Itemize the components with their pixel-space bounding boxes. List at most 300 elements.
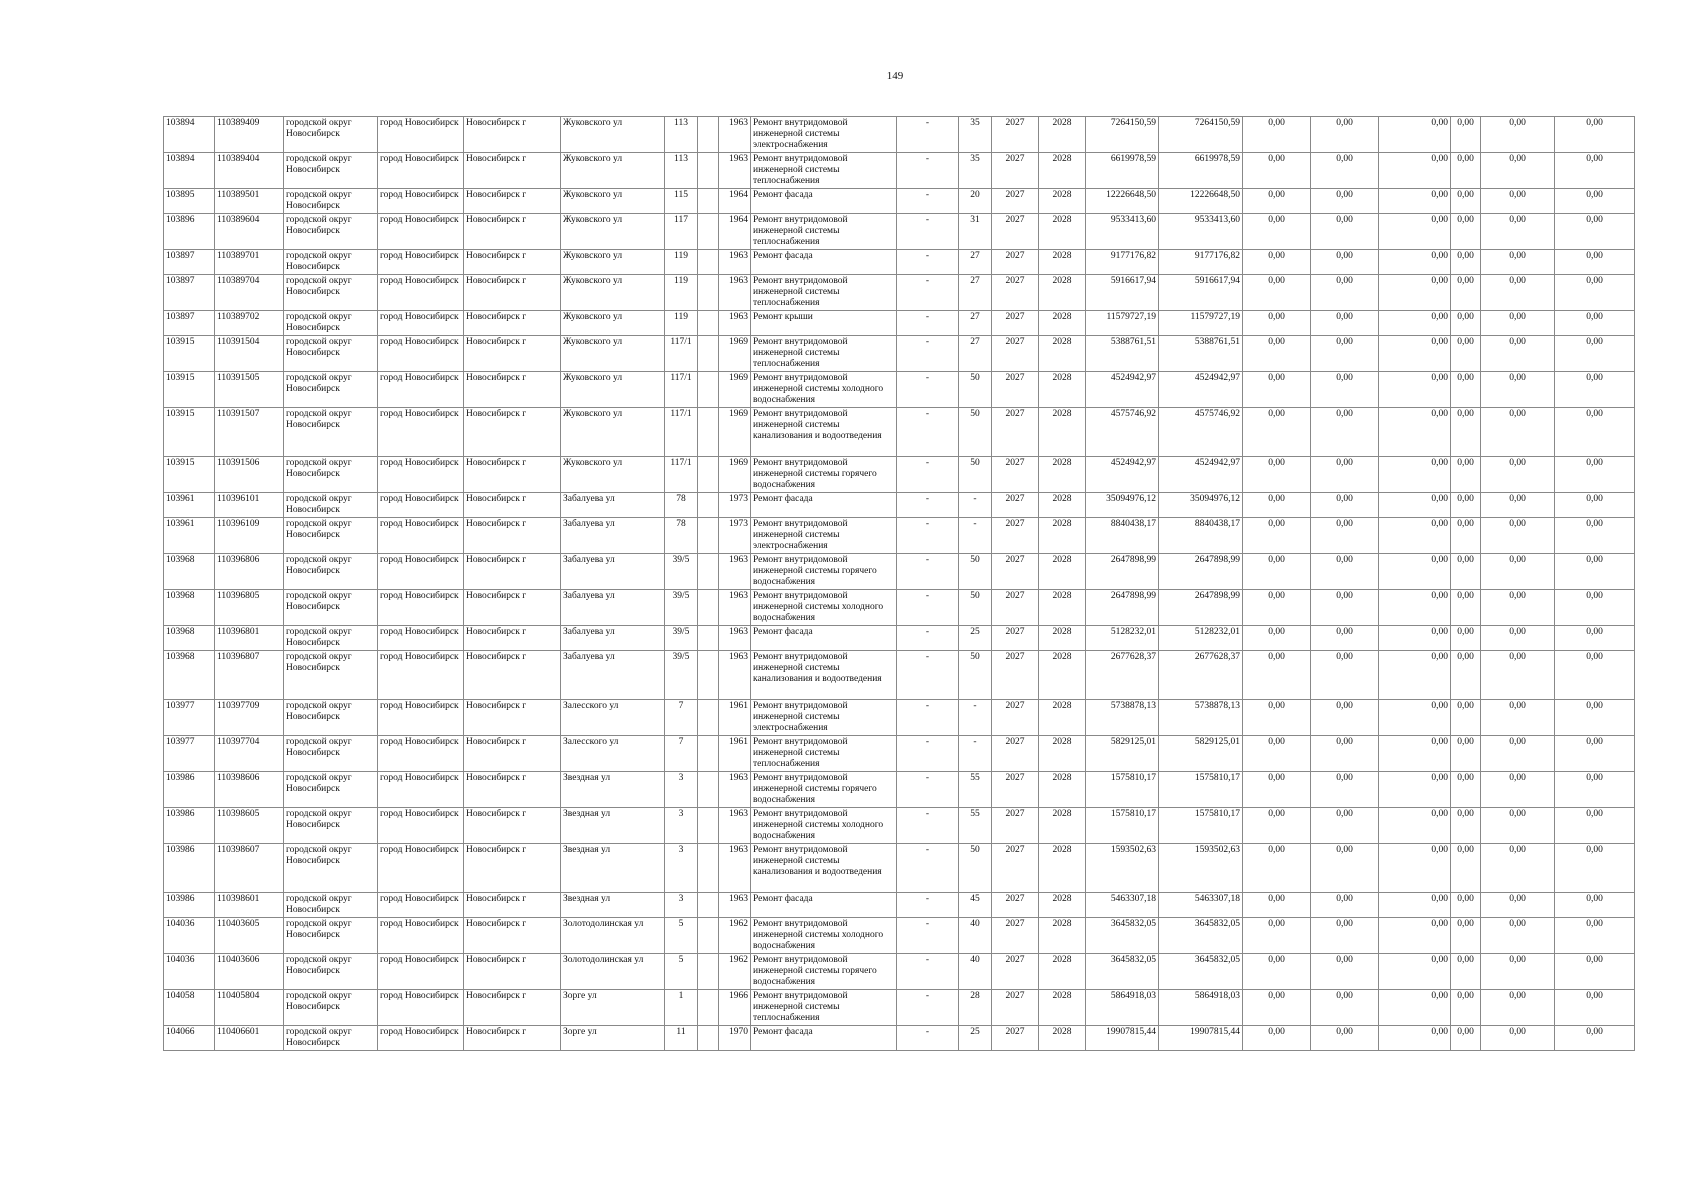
- table-row: [164, 772, 1635, 808]
- table-cell: 5388761,51: [1086, 336, 1159, 372]
- table-cell: 103897: [164, 250, 215, 275]
- table-cell: 0,00: [1555, 990, 1635, 1026]
- table-cell: Новосибирск г: [464, 736, 561, 772]
- table-cell: Новосибирск г: [464, 626, 561, 651]
- table-cell: [698, 772, 719, 808]
- table-body: [164, 117, 1635, 1051]
- table-cell: 11579727,19: [1086, 311, 1159, 336]
- table-cell: 0,00: [1243, 457, 1311, 493]
- table-cell: городской округ Новосибирск: [284, 954, 378, 990]
- table-cell: 0,00: [1451, 808, 1481, 844]
- table-cell: [698, 808, 719, 844]
- table-cell: 0,00: [1311, 590, 1379, 626]
- table-cell: 35094976,12: [1086, 493, 1159, 518]
- table-cell: 1970: [719, 1026, 751, 1051]
- table-cell: город Новосибирск: [378, 336, 464, 372]
- table-cell: 50: [959, 372, 992, 408]
- table-cell: 5864918,03: [1159, 990, 1243, 1026]
- table-row: [164, 250, 1635, 275]
- table-cell: -: [897, 311, 959, 336]
- table-cell: 103894: [164, 153, 215, 189]
- table-cell: 0,00: [1555, 736, 1635, 772]
- table-cell: 0,00: [1243, 275, 1311, 311]
- table-cell: город Новосибирск: [378, 153, 464, 189]
- table-cell: 2028: [1039, 1026, 1086, 1051]
- table-cell: 119: [665, 311, 698, 336]
- table-cell: 0,00: [1555, 700, 1635, 736]
- table-cell: 0,00: [1481, 189, 1555, 214]
- table-cell: 2028: [1039, 918, 1086, 954]
- table-cell: Новосибирск г: [464, 372, 561, 408]
- table-cell: 103894: [164, 117, 215, 153]
- table-cell: 0,00: [1481, 893, 1555, 918]
- table-cell: Забалуева ул: [561, 590, 665, 626]
- table-cell: 110396807: [215, 651, 284, 700]
- table-cell: Ремонт внутридомовой инженерной системы холодного водоснабжения: [751, 808, 897, 844]
- table-cell: город Новосибирск: [378, 844, 464, 893]
- table-cell: 104036: [164, 954, 215, 990]
- table-cell: [698, 117, 719, 153]
- table-cell: -: [897, 214, 959, 250]
- table-cell: 0,00: [1379, 250, 1451, 275]
- table-cell: [698, 651, 719, 700]
- table-cell: 0,00: [1311, 844, 1379, 893]
- table-cell: 2028: [1039, 153, 1086, 189]
- table-cell: город Новосибирск: [378, 311, 464, 336]
- table-cell: 0,00: [1451, 372, 1481, 408]
- table-cell: 0,00: [1451, 844, 1481, 893]
- table-cell: 0,00: [1311, 954, 1379, 990]
- table-cell: город Новосибирск: [378, 457, 464, 493]
- table-cell: 0,00: [1379, 736, 1451, 772]
- table-cell: 4575746,92: [1159, 408, 1243, 457]
- table-cell: 103968: [164, 651, 215, 700]
- table-cell: -: [897, 275, 959, 311]
- table-cell: 2028: [1039, 736, 1086, 772]
- table-cell: Звездная ул: [561, 808, 665, 844]
- table-cell: 119: [665, 275, 698, 311]
- table-cell: 0,00: [1243, 250, 1311, 275]
- table-cell: 1: [665, 990, 698, 1026]
- table-cell: 2028: [1039, 457, 1086, 493]
- table-cell: 115: [665, 189, 698, 214]
- table-cell: город Новосибирск: [378, 954, 464, 990]
- table-cell: 110389409: [215, 117, 284, 153]
- table-cell: 50: [959, 651, 992, 700]
- table-cell: 20: [959, 189, 992, 214]
- table-cell: 0,00: [1555, 493, 1635, 518]
- table-cell: 2028: [1039, 954, 1086, 990]
- table-cell: 0,00: [1555, 275, 1635, 311]
- table-cell: 1963: [719, 893, 751, 918]
- table-cell: городской округ Новосибирск: [284, 117, 378, 153]
- table-cell: 2028: [1039, 808, 1086, 844]
- table-cell: город Новосибирск: [378, 554, 464, 590]
- table-cell: 103986: [164, 844, 215, 893]
- table-cell: 5128232,01: [1086, 626, 1159, 651]
- table-cell: 103915: [164, 372, 215, 408]
- table-cell: 0,00: [1451, 1026, 1481, 1051]
- table-cell: 110405804: [215, 990, 284, 1026]
- table-cell: 0,00: [1379, 590, 1451, 626]
- table-cell: 4524942,97: [1159, 372, 1243, 408]
- table-cell: 55: [959, 772, 992, 808]
- table-cell: Жуковского ул: [561, 189, 665, 214]
- table-cell: Ремонт крыши: [751, 311, 897, 336]
- table-cell: -: [897, 457, 959, 493]
- table-cell: 0,00: [1379, 214, 1451, 250]
- table-cell: 19907815,44: [1159, 1026, 1243, 1051]
- table-cell: 0,00: [1555, 772, 1635, 808]
- table-cell: 0,00: [1555, 918, 1635, 954]
- table-cell: 5: [665, 954, 698, 990]
- table-cell: 0,00: [1311, 700, 1379, 736]
- table-cell: 104066: [164, 1026, 215, 1051]
- table-cell: 27: [959, 250, 992, 275]
- table-cell: город Новосибирск: [378, 518, 464, 554]
- table-cell: 0,00: [1311, 1026, 1379, 1051]
- table-cell: 0,00: [1243, 736, 1311, 772]
- table-cell: 2028: [1039, 336, 1086, 372]
- table-cell: 0,00: [1451, 590, 1481, 626]
- table-cell: [698, 990, 719, 1026]
- table-cell: 0,00: [1451, 651, 1481, 700]
- table-cell: Звездная ул: [561, 893, 665, 918]
- table-cell: 0,00: [1311, 372, 1379, 408]
- table-cell: город Новосибирск: [378, 275, 464, 311]
- table-cell: 6619978,59: [1086, 153, 1159, 189]
- table-cell: 78: [665, 518, 698, 554]
- table-cell: городской округ Новосибирск: [284, 808, 378, 844]
- table-cell: 0,00: [1451, 189, 1481, 214]
- table-cell: 2027: [992, 250, 1039, 275]
- page-number: 149: [886, 70, 904, 82]
- table-cell: -: [897, 700, 959, 736]
- table-cell: 2647898,99: [1086, 590, 1159, 626]
- table-cell: 117/1: [665, 336, 698, 372]
- table-cell: 0,00: [1451, 214, 1481, 250]
- table-cell: 0,00: [1451, 275, 1481, 311]
- table-cell: 5916617,94: [1159, 275, 1243, 311]
- table-cell: 1969: [719, 372, 751, 408]
- table-cell: город Новосибирск: [378, 808, 464, 844]
- table-cell: 0,00: [1379, 554, 1451, 590]
- table-cell: 0,00: [1379, 954, 1451, 990]
- table-cell: 2027: [992, 893, 1039, 918]
- table-cell: 0,00: [1311, 918, 1379, 954]
- table-cell: 0,00: [1311, 275, 1379, 311]
- table-cell: 0,00: [1311, 117, 1379, 153]
- table-cell: Новосибирск г: [464, 844, 561, 893]
- table-cell: 0,00: [1311, 626, 1379, 651]
- table-cell: город Новосибирск: [378, 893, 464, 918]
- table-cell: Новосибирск г: [464, 493, 561, 518]
- table-cell: 0,00: [1451, 736, 1481, 772]
- table-cell: 0,00: [1451, 918, 1481, 954]
- table-cell: 0,00: [1555, 626, 1635, 651]
- table-cell: -: [959, 518, 992, 554]
- table-cell: 7264150,59: [1086, 117, 1159, 153]
- table-cell: городской округ Новосибирск: [284, 250, 378, 275]
- table-cell: Новосибирск г: [464, 590, 561, 626]
- table-cell: Залесского ул: [561, 736, 665, 772]
- table-cell: [698, 554, 719, 590]
- table-cell: 0,00: [1243, 1026, 1311, 1051]
- table-cell: 1575810,17: [1159, 808, 1243, 844]
- table-cell: 0,00: [1481, 408, 1555, 457]
- table-cell: городской округ Новосибирск: [284, 736, 378, 772]
- table-cell: 2028: [1039, 990, 1086, 1026]
- table-cell: 1963: [719, 626, 751, 651]
- table-row: [164, 893, 1635, 918]
- table-cell: 2027: [992, 954, 1039, 990]
- table-row: [164, 990, 1635, 1026]
- table-cell: [698, 275, 719, 311]
- table-cell: 0,00: [1451, 117, 1481, 153]
- table-cell: 3: [665, 893, 698, 918]
- table-cell: город Новосибирск: [378, 626, 464, 651]
- table-cell: 0,00: [1243, 117, 1311, 153]
- table-cell: 0,00: [1555, 408, 1635, 457]
- table-cell: 2027: [992, 700, 1039, 736]
- table-cell: 11579727,19: [1159, 311, 1243, 336]
- table-cell: 2027: [992, 117, 1039, 153]
- table-cell: 1575810,17: [1086, 808, 1159, 844]
- table-cell: 0,00: [1379, 189, 1451, 214]
- table-cell: 0,00: [1451, 990, 1481, 1026]
- table-cell: 0,00: [1243, 554, 1311, 590]
- table-cell: 0,00: [1379, 518, 1451, 554]
- table-cell: Ремонт внутридомовой инженерной системы теплоснабжения: [751, 153, 897, 189]
- table-cell: 1963: [719, 772, 751, 808]
- table-cell: -: [897, 990, 959, 1026]
- table-cell: 3645832,05: [1159, 918, 1243, 954]
- table-cell: 0,00: [1379, 493, 1451, 518]
- table-cell: 0,00: [1311, 493, 1379, 518]
- table-cell: -: [897, 772, 959, 808]
- table-cell: городской округ Новосибирск: [284, 772, 378, 808]
- table-cell: 110389702: [215, 311, 284, 336]
- table-cell: 0,00: [1243, 954, 1311, 990]
- table-cell: 0,00: [1481, 117, 1555, 153]
- table-cell: 0,00: [1379, 918, 1451, 954]
- table-cell: город Новосибирск: [378, 590, 464, 626]
- table-cell: -: [897, 844, 959, 893]
- table-cell: 0,00: [1481, 153, 1555, 189]
- table-cell: 27: [959, 275, 992, 311]
- table-cell: Новосибирск г: [464, 772, 561, 808]
- table-cell: 4524942,97: [1159, 457, 1243, 493]
- table-cell: 1962: [719, 954, 751, 990]
- table-cell: 0,00: [1555, 554, 1635, 590]
- table-cell: 110396101: [215, 493, 284, 518]
- table-cell: 31: [959, 214, 992, 250]
- table-cell: 0,00: [1243, 918, 1311, 954]
- table-cell: Ремонт фасада: [751, 189, 897, 214]
- table-cell: город Новосибирск: [378, 117, 464, 153]
- table-cell: 110403605: [215, 918, 284, 954]
- table-cell: 2027: [992, 772, 1039, 808]
- table-cell: Ремонт внутридомовой инженерной системы теплоснабжения: [751, 214, 897, 250]
- table-cell: 0,00: [1451, 336, 1481, 372]
- table-cell: 1964: [719, 214, 751, 250]
- table-cell: 2028: [1039, 554, 1086, 590]
- table-cell: 110398607: [215, 844, 284, 893]
- table-cell: 110391506: [215, 457, 284, 493]
- table-cell: 1961: [719, 700, 751, 736]
- table-cell: [698, 372, 719, 408]
- table-cell: городской округ Новосибирск: [284, 153, 378, 189]
- table-cell: 2028: [1039, 311, 1086, 336]
- table-cell: 0,00: [1311, 893, 1379, 918]
- table-cell: -: [897, 736, 959, 772]
- table-cell: 0,00: [1243, 651, 1311, 700]
- table-cell: 1963: [719, 808, 751, 844]
- table-cell: -: [897, 893, 959, 918]
- table-cell: 113: [665, 117, 698, 153]
- table-cell: 103977: [164, 700, 215, 736]
- table-cell: Ремонт внутридомовой инженерной системы электроснабжения: [751, 117, 897, 153]
- table-cell: 55: [959, 808, 992, 844]
- table-cell: 103915: [164, 408, 215, 457]
- table-cell: Золотодолинская ул: [561, 954, 665, 990]
- table-cell: Забалуева ул: [561, 626, 665, 651]
- table-cell: 110389704: [215, 275, 284, 311]
- table-cell: [698, 1026, 719, 1051]
- table-cell: город Новосибирск: [378, 736, 464, 772]
- table-cell: 2028: [1039, 493, 1086, 518]
- table-cell: 0,00: [1555, 372, 1635, 408]
- table-cell: городской округ Новосибирск: [284, 918, 378, 954]
- table-cell: 2027: [992, 153, 1039, 189]
- table-cell: 0,00: [1379, 626, 1451, 651]
- table-cell: 12226648,50: [1086, 189, 1159, 214]
- table-cell: 103897: [164, 311, 215, 336]
- table-cell: 0,00: [1481, 954, 1555, 990]
- table-cell: 5738878,13: [1159, 700, 1243, 736]
- table-cell: -: [897, 189, 959, 214]
- table-cell: 3: [665, 808, 698, 844]
- table-cell: -: [897, 954, 959, 990]
- table-cell: 1963: [719, 651, 751, 700]
- table-cell: 1973: [719, 493, 751, 518]
- table-cell: 1966: [719, 990, 751, 1026]
- table-cell: 25: [959, 626, 992, 651]
- table-cell: 8840438,17: [1159, 518, 1243, 554]
- table-cell: 0,00: [1555, 808, 1635, 844]
- table-cell: 0,00: [1311, 990, 1379, 1026]
- table-row: [164, 275, 1635, 311]
- table-cell: 0,00: [1481, 772, 1555, 808]
- table-cell: Новосибирск г: [464, 457, 561, 493]
- table-cell: 110389501: [215, 189, 284, 214]
- table-cell: Жуковского ул: [561, 153, 665, 189]
- table-cell: 8840438,17: [1086, 518, 1159, 554]
- table-cell: 0,00: [1243, 153, 1311, 189]
- table-cell: Забалуева ул: [561, 651, 665, 700]
- table-cell: Новосибирск г: [464, 554, 561, 590]
- table-cell: 110398605: [215, 808, 284, 844]
- table-cell: 2028: [1039, 275, 1086, 311]
- table-cell: 103986: [164, 893, 215, 918]
- table-cell: городской округ Новосибирск: [284, 590, 378, 626]
- table-cell: Звездная ул: [561, 772, 665, 808]
- table-cell: городской округ Новосибирск: [284, 844, 378, 893]
- table-cell: 2647898,99: [1159, 590, 1243, 626]
- table-row: [164, 311, 1635, 336]
- table-cell: 110389604: [215, 214, 284, 250]
- table-cell: 103961: [164, 493, 215, 518]
- table-cell: -: [897, 918, 959, 954]
- table-cell: 0,00: [1481, 275, 1555, 311]
- table-cell: 0,00: [1311, 408, 1379, 457]
- table-row: [164, 918, 1635, 954]
- table-cell: городской округ Новосибирск: [284, 554, 378, 590]
- table-cell: [698, 457, 719, 493]
- table-cell: 27: [959, 311, 992, 336]
- table-cell: 2028: [1039, 408, 1086, 457]
- table-cell: 0,00: [1481, 990, 1555, 1026]
- table-cell: 7: [665, 736, 698, 772]
- table-row: [164, 117, 1635, 153]
- table-row: [164, 808, 1635, 844]
- table-cell: 50: [959, 590, 992, 626]
- table-cell: Ремонт внутридомовой инженерной системы теплоснабжения: [751, 336, 897, 372]
- table-cell: городской округ Новосибирск: [284, 214, 378, 250]
- table-cell: -: [897, 808, 959, 844]
- table-cell: город Новосибирск: [378, 772, 464, 808]
- table-cell: Ремонт фасада: [751, 1026, 897, 1051]
- table-cell: Ремонт внутридомовой инженерной системы холодного водоснабжения: [751, 590, 897, 626]
- table-cell: 0,00: [1481, 518, 1555, 554]
- table-cell: 50: [959, 408, 992, 457]
- table-cell: 2028: [1039, 893, 1086, 918]
- table-cell: 0,00: [1481, 590, 1555, 626]
- table-cell: 0,00: [1481, 700, 1555, 736]
- table-cell: 0,00: [1555, 844, 1635, 893]
- table-cell: Новосибирск г: [464, 250, 561, 275]
- table-cell: 0,00: [1243, 893, 1311, 918]
- table-cell: 50: [959, 554, 992, 590]
- table-cell: городской округ Новосибирск: [284, 372, 378, 408]
- table-cell: [698, 493, 719, 518]
- table-cell: 5: [665, 918, 698, 954]
- table-cell: город Новосибирск: [378, 990, 464, 1026]
- table-cell: город Новосибирск: [378, 189, 464, 214]
- table-cell: 0,00: [1311, 153, 1379, 189]
- table-cell: 1575810,17: [1159, 772, 1243, 808]
- table-cell: 0,00: [1243, 214, 1311, 250]
- table-cell: 0,00: [1379, 372, 1451, 408]
- table-cell: 5829125,01: [1159, 736, 1243, 772]
- table-cell: 0,00: [1311, 214, 1379, 250]
- table-cell: Залесского ул: [561, 700, 665, 736]
- table-cell: [698, 336, 719, 372]
- table-cell: Ремонт фасада: [751, 626, 897, 651]
- table-cell: 0,00: [1481, 736, 1555, 772]
- table-cell: городской округ Новосибирск: [284, 189, 378, 214]
- table-row: [164, 1026, 1635, 1051]
- table-cell: 1964: [719, 189, 751, 214]
- table-cell: [698, 311, 719, 336]
- table-cell: 2647898,99: [1159, 554, 1243, 590]
- table-cell: 0,00: [1451, 493, 1481, 518]
- table-cell: Жуковского ул: [561, 372, 665, 408]
- table-cell: 1963: [719, 117, 751, 153]
- table-cell: Золотодолинская ул: [561, 918, 665, 954]
- table-cell: 2028: [1039, 626, 1086, 651]
- table-cell: Новосибирск г: [464, 700, 561, 736]
